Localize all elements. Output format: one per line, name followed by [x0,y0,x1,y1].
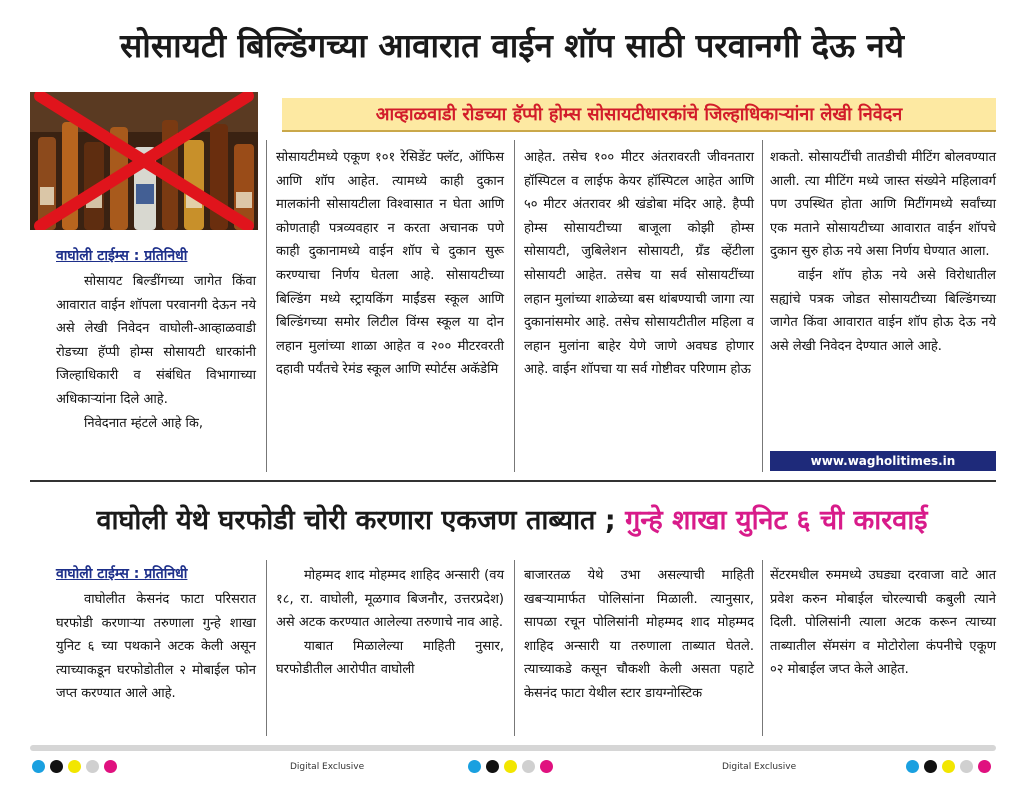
registration-dot [960,760,973,773]
story2-headline-accent: गुन्हे शाखा युनिट ६ ची कारवाई [625,505,928,536]
story2-column-1 [56,588,256,706]
column-divider [762,140,763,472]
story1-headline: सोसायटी बिल्डिंगच्या आवारात वाईन शॉप साठी परवानगी देऊ नये [119,26,905,65]
footer-label-center: Digital Exclusive [290,762,365,772]
story2-column-4 [770,564,996,682]
registration-dot [522,760,535,773]
story1-col2-text: सोसायटीमध्ये एकूण १०१ रेसिडेंट फ्लॅट, ऑफिस आणि शॉप आहेत. त्यामध्ये काही दुकान मालकांनी सोसायटीला विश्वासात न घेता आणि कोणताही पत्रव्यवहार न करता अचानक पणे काही दुकानामध्ये वाईन शॉप चे दुकान सुरू करण्याचा निर्णय घेतला आहे. सोसायटीच्या बिल्डिंग मध्ये स्ट्रायकिंग माईंडस स्कूल आणि बिल्डिंगच्या समोर लिटील विंग्स स्कूल या दोन लहान मुलांच्या शाळा आहेत व २०० मीटरवरती दहावी पर्यंतचे रेमंड स्कूल आणि स्पोर्टस अकॅडेमि [276,150,504,378]
story1-column-2 [276,146,504,382]
story1-col4-para1: शकतो. सोसायटींची तातडीची मीटिंग बोलवण्यात आली. त्या मीटिंग मध्ये जास्त संख्येने महिलावर्ग पण उपस्थित होता आणि मिटींगमध्ये सर्वांच्या एक मताने सोसायटीच्या आवारात वाईन शॉपचे दुकान सुरु होऊ नये असा निर्णय घेण्यात आला. [770,150,996,260]
wine-bottles-illustration [30,92,258,230]
registration-dot [68,760,81,773]
registration-marks-center [468,760,553,773]
registration-dot [86,760,99,773]
registration-dot [906,760,919,773]
registration-dot [32,760,45,773]
story1-column-1 [56,270,256,435]
column-divider [266,140,267,472]
story1-col4-para2: वाईन शॉप होऊ नये असे विरोधातील सह्यांचे पत्रक जोडत सोसायटीच्या बिल्डिंगच्या जागेत किंवा आवारात वाईन शॉप होऊ देऊ नये असे लेखी निवेदन देण्यात आले आहे. [770,267,996,354]
story2-col4-text: सेंटरमधील रुममध्ये उघड्या दरवाजा वाटे आत प्रवेश करुन मोबाईल चोरल्याची कबुली त्याने दिली. पोलिसांनी त्याला अटक करून त्याच्या ताब्यातील सॅमसंग व मोटोरोला कंपनीचे एकूण ०२ मोबाईल जप्त केले आहेत. [770,568,996,678]
registration-dot [978,760,991,773]
story1-col1-para2: निवेदनात म्हंटले आहे कि, [84,415,203,431]
story2-col1-text: वाघोलीत केसनंद फाटा परिसरात घरफोडी करणाऱ्या तरुणाला गुन्हे शाखा युनिट ६ च्या पथकाने अटक केली असून त्याच्याकडून घरफोडोतील २ मोबाईल फोन जप्त करण्यात आले आहे. [56,592,256,702]
registration-marks-right [906,760,991,773]
story2-column-2 [276,564,504,682]
column-divider [514,560,515,736]
column-divider [266,560,267,736]
story2-col2-para2: याबात मिळालेल्या माहिती नुसार, घरफोडीतील आरोपीत वाघोली [276,638,504,678]
column-divider [514,140,515,472]
story2-column-3 [524,564,754,706]
story2-byline: वाघोली टाईम्स : प्रतिनिधी [56,566,188,582]
registration-dot [468,760,481,773]
story1-col3-text: आहेत. तसेच १०० मीटर अंतरावरती जीवनतारा हॉस्पिटल व लाईफ केयर हॉस्पिटल आहेत आणि ५० मीटर अंतरावर श्री खंडोबा मंदिर आहे. हैप्पी होम्स सोसायटीच्या बाजूला कोझी होम्स सोसायटी, जुबिलेशन सोसायटी, ग्रँड व्हेंटीला सोसायटी आहेत. तसेच या सर्व सोसायटींच्या लहान मुलांच्या शाळेच्या बस थांबण्याची जागा त्या दुकानांसमोर आहे. तसेच सोसायटीतील महिला व लहान मुलांना बाहेर येणे जाणे अवघड होणार आहे. वाईन शॉपचा या सर्व गोष्टीवर परिणाम होऊ [524,150,754,378]
section-divider [30,480,996,482]
website-url: www.wagholitimes.in [810,454,956,468]
footer-bar [30,745,996,751]
wine-bottles-crossed-photo [30,92,258,230]
story2-col2-para1: मोहम्मद शाद मोहम्मद शाहिद अन्सारी (वय १८, रा. वाघोली, मूळगाव बिजनौर, उत्तरप्रदेश) असे अटक करण्यात आलेल्या तरुणाचे नाव आहे. [276,568,504,631]
story1-column-4 [770,146,996,358]
registration-dot [540,760,553,773]
registration-dot [942,760,955,773]
registration-dot [486,760,499,773]
story2-col3-text: बाजारतळ येथे उभा असल्याची माहिती खबऱ्यामार्फत पोलिसांना मिळाली. त्यानुसार, सापळा रचून पोलिसांनी मोहम्मद शाद मोहम्मद शाहिद अन्सारी या तरुणाला ताब्यात घेतले. त्याच्याकडे कसून चौकशी केली असता पहाटे केसनंद फाटा येथील स्टार डायग्नोस्टिक [524,568,754,701]
registration-dot [504,760,517,773]
column-divider [762,560,763,736]
registration-dot [50,760,63,773]
story2-headline [0,500,1024,537]
registration-dot [104,760,117,773]
registration-dot [924,760,937,773]
story1-byline: वाघोली टाईम्स : प्रतिनिधी [56,248,188,264]
story1-subheadline-box [282,98,996,132]
story1-col1-para1: सोसायट बिल्डींगच्या जागेत किंवा आवारात वाईन शॉपला परवानगी देऊन नये असे लेखी निवेदन वाघोली-आव्हाळवाडी रोडच्या हॅप्पी होम्स सोसायटी धारकांनी जिल्हाधिकारी व संबंधित विभागाच्या अधिकाऱ्यांना दिले आहे. [56,274,256,407]
registration-marks-left [32,760,117,773]
footer-label-right: Digital Exclusive [722,762,797,772]
website-url-bar [770,451,996,471]
story1-subheadline: आव्हाळवाडी रोडच्या हॅप्पी होम्स सोसायटीधारकांचे जिल्हाधिकाऱ्यांना लेखी निवेदन [375,104,903,125]
story2-headline-main: वाघोली येथे घरफोडी चोरी करणारा एकजण ताब्यात ; [96,505,616,536]
story1-column-3 [524,146,754,382]
